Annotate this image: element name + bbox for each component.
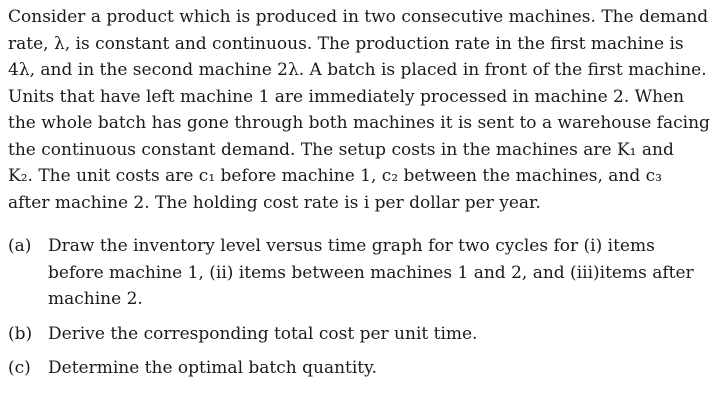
- part-label: (b): [8, 323, 33, 344]
- problem-line: Consider a product which is produced in two consecutive machines. The demand: [8, 7, 709, 27]
- problem-line: Units that have left machine 1 are immediately processed in machine 2. When: [8, 86, 685, 107]
- problem-line: K₂. The unit costs are c₁ before machine 1, c₂ between the machines, and c₃: [8, 166, 663, 186]
- question-parts-list: [8, 233, 694, 382]
- part-line: machine 2.: [48, 289, 143, 309]
- document-page: [8, 4, 710, 390]
- part-line: before machine 1, (ii) items between machines 1 and 2, and (iii)items after: [48, 262, 694, 283]
- problem-line: the continuous constant demand. The setup costs in the machines are K₁ and: [8, 139, 674, 160]
- problem-line: 4λ, and in the second machine 2λ. A batch is placed in front of the first machine.: [8, 60, 707, 80]
- part-line: Determine the optimal batch quantity.: [48, 358, 377, 378]
- problem-line: rate, λ, is constant and continuous. The production rate in the first machine is: [8, 33, 684, 54]
- problem-line: the whole batch has gone through both machines it is sent to a warehouse facing: [8, 113, 710, 133]
- question-part-c: [8, 355, 682, 382]
- question-part-b: [8, 321, 682, 348]
- problem-statement: [8, 4, 710, 216]
- part-label: (a): [8, 236, 32, 256]
- problem-line: after machine 2. The holding cost rate is i per dollar per year.: [8, 192, 541, 213]
- part-line: Derive the corresponding total cost per unit time.: [48, 323, 478, 344]
- part-label: (c): [8, 358, 31, 378]
- part-line: Draw the inventory level versus time graph for two cycles for (i) items: [48, 236, 655, 256]
- question-part-a: [8, 233, 694, 313]
